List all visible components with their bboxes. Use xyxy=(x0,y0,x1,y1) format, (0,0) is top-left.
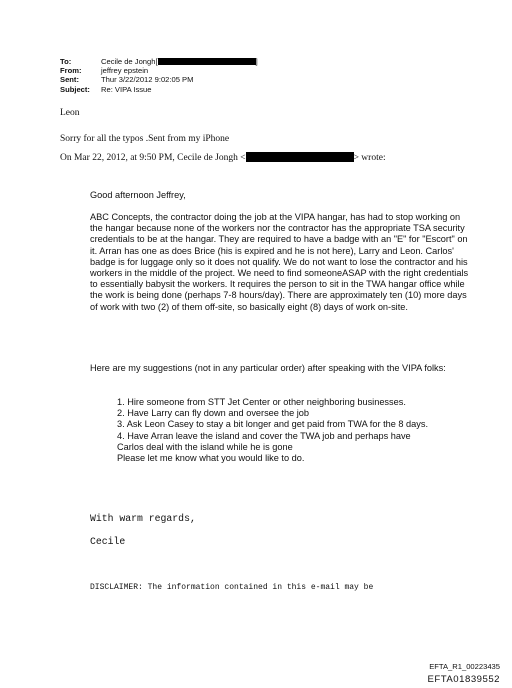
redaction-bar xyxy=(158,58,256,65)
quoted-paragraph-2: Here are my suggestions (not in any particular order) after speaking with the VIPA folks: xyxy=(90,363,446,373)
redaction-bar xyxy=(246,152,354,162)
to-row xyxy=(60,57,258,66)
reply-salutation: Leon xyxy=(60,108,80,118)
to-bracket-open: [ xyxy=(155,57,158,66)
signature: Cecile xyxy=(90,536,126,547)
sent-label: Sent: xyxy=(60,75,79,85)
list-item: Please let me know what you would like to do. xyxy=(117,453,305,464)
list-item: 1. Hire someone from STT Jet Center or other neighboring businesses. xyxy=(117,397,406,407)
sent-value: Thur 3/22/2012 9:02:05 PM xyxy=(101,75,194,85)
quoted-paragraph-1: ABC Concepts, the contractor doing the job at the VIPA hangar, has had to stop working on the hangar because none of the workers nor the contractor has the appropriate TSA security credentials to be at the hangar. They are required to have a badge with an "E" for "Escort" on it. Arran has one as does Brice (his is expired and he is not here), Larry and Leon. Carlos' badge is for luggage only so it does not qualify. We do not want to lose the contractor and his workers in the middle of the project. We need to find someoneASAP with the right credentials to essentially babysit the workers. It requires the person to sit in the TWA hangar office while the work is being done (perhaps 7-8 hours/day). There are approximately ten (10) more days of work with two (2) of them off-site, so basically eight (8) days of work on-site. xyxy=(90,212,469,312)
sent-row xyxy=(60,75,258,84)
to-bracket-close: ] xyxy=(255,57,258,66)
subject-row xyxy=(60,85,258,94)
to-name: Cecile de Jongh xyxy=(101,57,156,66)
list-item: 2. Have Larry can fly down and oversee the job xyxy=(117,408,310,419)
to-label: To: xyxy=(60,57,72,66)
document-ref-large: EFTA01839552 xyxy=(427,674,500,685)
quote-intro xyxy=(60,152,386,163)
disclaimer: DISCLAIMER: The information contained in this e-mail may be xyxy=(90,583,374,592)
subject-label: Subject: xyxy=(60,84,90,94)
quote-intro-text: On Mar 22, 2012, at 9:50 PM, Cecile de Jongh < xyxy=(60,153,246,163)
from-row xyxy=(60,66,258,75)
quoted-greeting: Good afternoon Jeffrey, xyxy=(90,190,186,200)
from-label: From: xyxy=(60,66,82,76)
quote-intro-end: > wrote: xyxy=(353,153,386,163)
subject-value: Re: VIPA Issue xyxy=(101,84,152,94)
to-value xyxy=(101,57,258,66)
email-header xyxy=(60,57,258,94)
suggestions-list xyxy=(117,397,437,464)
document-ref-small: EFTA_R1_00223435 xyxy=(429,662,500,671)
list-item: 4. Have Arran leave the island and cover the TWA job and perhaps have Carlos deal with the island while he is gone xyxy=(117,430,411,452)
reply-message: Sorry for all the typos .Sent from my iPhone xyxy=(60,134,230,144)
from-value: jeffrey epstein xyxy=(101,66,149,76)
list-item: 3. Ask Leon Casey to stay a bit longer and get paid from TWA for the 8 days. xyxy=(117,419,429,430)
closing: With warm regards, xyxy=(90,513,196,524)
